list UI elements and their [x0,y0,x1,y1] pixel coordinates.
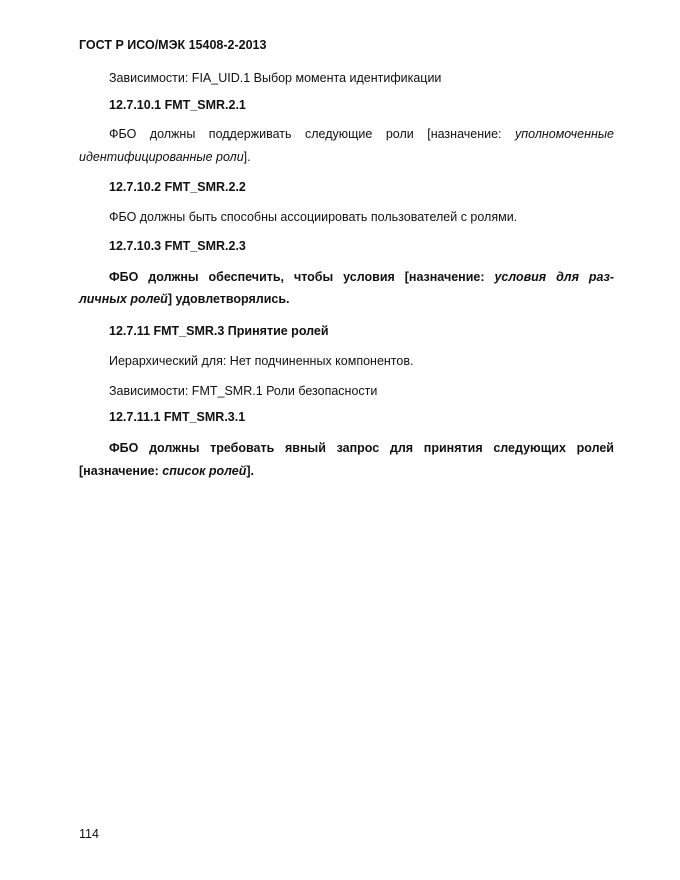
paragraph-line: Иерархический для: Нет подчиненных компонентов. [109,354,414,368]
section-heading: 12.7.11 FMT_SMR.3 Принятие ролей [109,324,329,338]
page-number: 114 [79,827,99,841]
paragraph-line [79,441,614,455]
section-heading: 12.7.10.1 FMT_SMR.2.1 [109,98,246,112]
text-span: ФБО должны поддерживать следующие роли [назначение: [109,127,516,141]
section-heading: 12.7.10.2 FMT_SMR.2.2 [109,180,246,194]
paragraph-line [79,270,614,284]
section-heading: 12.7.10.3 FMT_SMR.2.3 [109,239,246,253]
italic-span: личных ролей [79,292,168,306]
paragraph-line [79,127,614,141]
text-span: [назначение: [79,464,163,478]
text-span: ФБО должны обеспечить, чтобы условия [назначение: [109,270,495,284]
dependencies-line: Зависимости: FMT_SMR.1 Роли безопасности [109,384,378,398]
section-heading: 12.7.11.1 FMT_SMR.3.1 [109,410,246,424]
italic-span: список ролей [162,464,247,478]
italic-span: идентифицированные роли [79,150,244,164]
text-span: ]. [246,464,254,478]
italic-span: уполномоченные [515,127,614,141]
text-span: ФБО должны требовать явный запрос для принятия следующих ролей [109,441,614,455]
paragraph-line [79,464,254,478]
paragraph-line [79,292,290,306]
paragraph-line: ФБО должны быть способны ассоциировать пользователей с ролями. [109,210,518,224]
paragraph-line [79,150,251,164]
text-span: ] удовлетворялись. [167,292,290,306]
text-span: ]. [243,150,251,164]
italic-span: условия для раз- [494,270,615,284]
dependencies-line: Зависимости: FIA_UID.1 Выбор момента идентификации [109,71,442,85]
document-header: ГОСТ Р ИСО/МЭК 15408-2-2013 [79,38,267,52]
